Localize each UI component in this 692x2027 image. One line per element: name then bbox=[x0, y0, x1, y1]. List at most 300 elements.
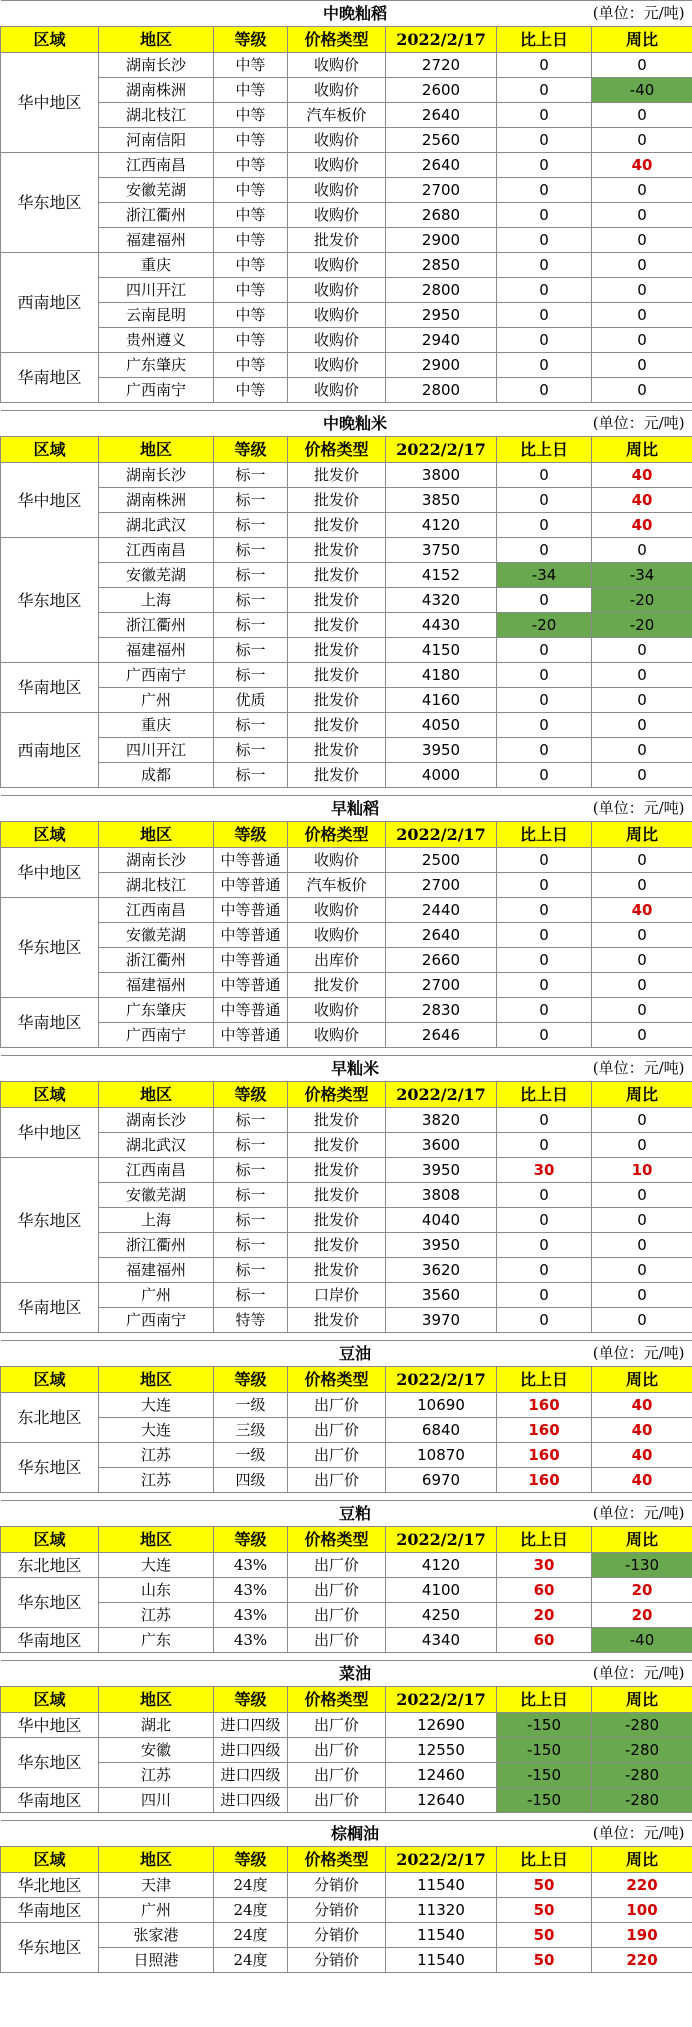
day-change-cell: 0 bbox=[497, 488, 592, 513]
week-change-cell: 0 bbox=[592, 638, 692, 663]
day-change-cell: 0 bbox=[497, 128, 592, 153]
table-row bbox=[1, 613, 692, 638]
price-type-cell: 批发价 bbox=[288, 1233, 386, 1258]
area-cell: 福建福州 bbox=[99, 973, 214, 998]
week-change-cell: 0 bbox=[592, 103, 692, 128]
week-change-cell: 0 bbox=[592, 1023, 692, 1048]
header-day-change: 比上日 bbox=[497, 27, 592, 53]
day-change-cell: 0 bbox=[497, 1108, 592, 1133]
grade-cell: 标一 bbox=[214, 1233, 288, 1258]
price-type-cell: 批发价 bbox=[288, 588, 386, 613]
price-type-cell: 收购价 bbox=[288, 923, 386, 948]
region-cell: 华东地区 bbox=[1, 1923, 99, 1973]
price-type-cell: 出厂价 bbox=[288, 1578, 386, 1603]
price-section bbox=[0, 1055, 692, 1333]
table-row bbox=[1, 253, 692, 278]
grade-cell: 24度 bbox=[214, 1873, 288, 1898]
price-cell: 4120 bbox=[386, 513, 497, 538]
grade-cell: 标一 bbox=[214, 1158, 288, 1183]
grade-cell: 一级 bbox=[214, 1393, 288, 1418]
area-cell: 广西南宁 bbox=[99, 378, 214, 403]
area-cell: 湖南株洲 bbox=[99, 78, 214, 103]
day-change-cell: 0 bbox=[497, 1183, 592, 1208]
table-row bbox=[1, 78, 692, 103]
price-section bbox=[0, 1820, 692, 1973]
day-change-cell: 0 bbox=[497, 973, 592, 998]
header-price-type: 价格类型 bbox=[288, 1367, 386, 1393]
day-change-cell: 160 bbox=[497, 1418, 592, 1443]
price-type-cell: 批发价 bbox=[288, 973, 386, 998]
area-cell: 广西南宁 bbox=[99, 1308, 214, 1333]
price-type-cell: 分销价 bbox=[288, 1948, 386, 1973]
header-date: 2022/2/17 bbox=[386, 1082, 497, 1108]
grade-cell: 标一 bbox=[214, 738, 288, 763]
table-row bbox=[1, 1133, 692, 1158]
price-type-cell: 收购价 bbox=[288, 203, 386, 228]
price-cell: 4160 bbox=[386, 688, 497, 713]
price-cell: 4320 bbox=[386, 588, 497, 613]
grade-cell: 中等 bbox=[214, 53, 288, 78]
week-change-cell: 0 bbox=[592, 738, 692, 763]
day-change-cell: 0 bbox=[497, 848, 592, 873]
price-type-cell: 收购价 bbox=[288, 303, 386, 328]
table-row bbox=[1, 463, 692, 488]
table-row bbox=[1, 1108, 692, 1133]
section-title: 中晚籼稻 bbox=[214, 1, 497, 27]
area-cell: 湖南长沙 bbox=[99, 463, 214, 488]
week-change-cell: -280 bbox=[592, 1738, 692, 1763]
week-change-cell: 0 bbox=[592, 1283, 692, 1308]
price-cell: 12640 bbox=[386, 1788, 497, 1813]
day-change-cell: 60 bbox=[497, 1578, 592, 1603]
area-cell: 广州 bbox=[99, 1898, 214, 1923]
price-cell: 3850 bbox=[386, 488, 497, 513]
price-cell: 2800 bbox=[386, 278, 497, 303]
grade-cell: 中等 bbox=[214, 378, 288, 403]
header-day-change: 比上日 bbox=[497, 1527, 592, 1553]
area-cell: 福建福州 bbox=[99, 228, 214, 253]
week-change-cell: 40 bbox=[592, 463, 692, 488]
area-cell: 福建福州 bbox=[99, 1258, 214, 1283]
grade-cell: 中等 bbox=[214, 153, 288, 178]
price-cell: 2560 bbox=[386, 128, 497, 153]
price-cell: 2700 bbox=[386, 973, 497, 998]
week-change-cell: 220 bbox=[592, 1873, 692, 1898]
unit-label: (单位：元/吨) bbox=[497, 411, 692, 437]
price-type-cell: 批发价 bbox=[288, 1158, 386, 1183]
price-type-cell: 出厂价 bbox=[288, 1393, 386, 1418]
week-change-cell: 10 bbox=[592, 1158, 692, 1183]
header-date: 2022/2/17 bbox=[386, 1367, 497, 1393]
day-change-cell: 0 bbox=[497, 538, 592, 563]
table-row bbox=[1, 713, 692, 738]
day-change-cell: 0 bbox=[497, 1133, 592, 1158]
price-type-cell: 分销价 bbox=[288, 1898, 386, 1923]
table-row bbox=[1, 1628, 692, 1653]
header-day-change: 比上日 bbox=[497, 1687, 592, 1713]
price-cell: 2720 bbox=[386, 53, 497, 78]
area-cell: 浙江衢州 bbox=[99, 203, 214, 228]
day-change-cell: 0 bbox=[497, 463, 592, 488]
price-type-cell: 批发价 bbox=[288, 1108, 386, 1133]
grade-cell: 优质 bbox=[214, 688, 288, 713]
price-cell: 11320 bbox=[386, 1898, 497, 1923]
price-cell: 3560 bbox=[386, 1283, 497, 1308]
header-day-change: 比上日 bbox=[497, 822, 592, 848]
price-cell: 4120 bbox=[386, 1553, 497, 1578]
price-type-cell: 收购价 bbox=[288, 998, 386, 1023]
day-change-cell: 0 bbox=[497, 663, 592, 688]
price-type-cell: 收购价 bbox=[288, 128, 386, 153]
grade-cell: 中等普通 bbox=[214, 923, 288, 948]
price-type-cell: 批发价 bbox=[288, 638, 386, 663]
day-change-cell: 50 bbox=[497, 1873, 592, 1898]
header-grade: 等级 bbox=[214, 1527, 288, 1553]
table-row bbox=[1, 663, 692, 688]
title-spacer bbox=[1, 1661, 214, 1687]
section-title: 豆粕 bbox=[214, 1501, 497, 1527]
table-row bbox=[1, 353, 692, 378]
section-gap bbox=[0, 1653, 692, 1660]
section-title: 豆油 bbox=[214, 1341, 497, 1367]
header-week-change: 周比 bbox=[592, 437, 692, 463]
price-type-cell: 收购价 bbox=[288, 848, 386, 873]
grade-cell: 中等 bbox=[214, 353, 288, 378]
grade-cell: 中等普通 bbox=[214, 998, 288, 1023]
grade-cell: 进口四级 bbox=[214, 1738, 288, 1763]
grade-cell: 中等普通 bbox=[214, 1023, 288, 1048]
price-cell: 2440 bbox=[386, 898, 497, 923]
section-title: 中晚籼米 bbox=[214, 411, 497, 437]
day-change-cell: 30 bbox=[497, 1158, 592, 1183]
grade-cell: 标一 bbox=[214, 638, 288, 663]
price-type-cell: 收购价 bbox=[288, 53, 386, 78]
grade-cell: 中等 bbox=[214, 328, 288, 353]
price-cell: 4050 bbox=[386, 713, 497, 738]
unit-label: (单位：元/吨) bbox=[497, 1056, 692, 1082]
price-type-cell: 出厂价 bbox=[288, 1763, 386, 1788]
price-type-cell: 汽车板价 bbox=[288, 103, 386, 128]
header-grade: 等级 bbox=[214, 1367, 288, 1393]
grade-cell: 中等 bbox=[214, 203, 288, 228]
table-row bbox=[1, 1443, 692, 1468]
price-cell: 4152 bbox=[386, 563, 497, 588]
price-type-cell: 收购价 bbox=[288, 353, 386, 378]
price-cell: 3950 bbox=[386, 738, 497, 763]
price-type-cell: 批发价 bbox=[288, 563, 386, 588]
day-change-cell: 0 bbox=[497, 53, 592, 78]
week-change-cell: 0 bbox=[592, 688, 692, 713]
region-cell: 华东地区 bbox=[1, 1158, 99, 1283]
grade-cell: 中等普通 bbox=[214, 973, 288, 998]
grade-cell: 标一 bbox=[214, 538, 288, 563]
header-week-change: 周比 bbox=[592, 1527, 692, 1553]
day-change-cell: 0 bbox=[497, 688, 592, 713]
price-type-cell: 汽车板价 bbox=[288, 873, 386, 898]
header-region: 区域 bbox=[1, 822, 99, 848]
region-cell: 华东地区 bbox=[1, 898, 99, 998]
area-cell: 重庆 bbox=[99, 713, 214, 738]
price-cell: 12550 bbox=[386, 1738, 497, 1763]
week-change-cell: 0 bbox=[592, 303, 692, 328]
title-spacer bbox=[1, 1501, 214, 1527]
table-row bbox=[1, 538, 692, 563]
day-change-cell: 0 bbox=[497, 713, 592, 738]
day-change-cell: 0 bbox=[497, 588, 592, 613]
section-title-row bbox=[1, 1056, 692, 1082]
area-cell: 浙江衢州 bbox=[99, 948, 214, 973]
price-section bbox=[0, 1500, 692, 1653]
price-type-cell: 收购价 bbox=[288, 278, 386, 303]
area-cell: 湖南长沙 bbox=[99, 1108, 214, 1133]
table-row bbox=[1, 998, 692, 1023]
unit-label: (单位：元/吨) bbox=[497, 796, 692, 822]
header-day-change: 比上日 bbox=[497, 1367, 592, 1393]
area-cell: 广州 bbox=[99, 688, 214, 713]
day-change-cell: 0 bbox=[497, 738, 592, 763]
area-cell: 云南昆明 bbox=[99, 303, 214, 328]
section-gap bbox=[0, 1333, 692, 1340]
table-row bbox=[1, 203, 692, 228]
header-grade: 等级 bbox=[214, 822, 288, 848]
grade-cell: 中等 bbox=[214, 278, 288, 303]
unit-label: (单位：元/吨) bbox=[497, 1661, 692, 1687]
area-cell: 山东 bbox=[99, 1578, 214, 1603]
header-price-type: 价格类型 bbox=[288, 1527, 386, 1553]
week-change-cell: 40 bbox=[592, 513, 692, 538]
grade-cell: 中等 bbox=[214, 103, 288, 128]
area-cell: 广东 bbox=[99, 1628, 214, 1653]
price-cell: 4430 bbox=[386, 613, 497, 638]
grade-cell: 43% bbox=[214, 1553, 288, 1578]
week-change-cell: -34 bbox=[592, 563, 692, 588]
grade-cell: 特等 bbox=[214, 1308, 288, 1333]
region-cell: 华东地区 bbox=[1, 153, 99, 253]
price-cell: 12460 bbox=[386, 1763, 497, 1788]
region-cell: 华南地区 bbox=[1, 663, 99, 713]
price-section bbox=[0, 0, 692, 403]
price-cell: 4250 bbox=[386, 1603, 497, 1628]
header-date: 2022/2/17 bbox=[386, 1527, 497, 1553]
week-change-cell: 0 bbox=[592, 973, 692, 998]
price-section bbox=[0, 1660, 692, 1813]
table-row bbox=[1, 1603, 692, 1628]
week-change-cell: 40 bbox=[592, 898, 692, 923]
week-change-cell: 0 bbox=[592, 763, 692, 788]
header-week-change: 周比 bbox=[592, 1687, 692, 1713]
section-title: 早籼稻 bbox=[214, 796, 497, 822]
week-change-cell: 0 bbox=[592, 178, 692, 203]
area-cell: 湖南长沙 bbox=[99, 848, 214, 873]
price-type-cell: 收购价 bbox=[288, 178, 386, 203]
price-table bbox=[0, 0, 692, 403]
price-type-cell: 收购价 bbox=[288, 253, 386, 278]
week-change-cell: 0 bbox=[592, 663, 692, 688]
section-title: 菜油 bbox=[214, 1661, 497, 1687]
grade-cell: 标一 bbox=[214, 1133, 288, 1158]
grade-cell: 中等 bbox=[214, 253, 288, 278]
day-change-cell: 50 bbox=[497, 1898, 592, 1923]
header-area: 地区 bbox=[99, 822, 214, 848]
table-header-row bbox=[1, 1687, 692, 1713]
region-cell: 华南地区 bbox=[1, 1628, 99, 1653]
price-cell: 2646 bbox=[386, 1023, 497, 1048]
grade-cell: 标一 bbox=[214, 1183, 288, 1208]
table-row bbox=[1, 1763, 692, 1788]
region-cell: 华东地区 bbox=[1, 1443, 99, 1493]
week-change-cell: 0 bbox=[592, 278, 692, 303]
header-area: 地区 bbox=[99, 1367, 214, 1393]
region-cell: 西南地区 bbox=[1, 253, 99, 353]
section-gap bbox=[0, 1813, 692, 1820]
week-change-cell: 0 bbox=[592, 378, 692, 403]
price-type-cell: 批发价 bbox=[288, 1308, 386, 1333]
area-cell: 四川开江 bbox=[99, 278, 214, 303]
unit-label: (单位：元/吨) bbox=[497, 1, 692, 27]
price-cell: 2850 bbox=[386, 253, 497, 278]
price-cell: 2900 bbox=[386, 353, 497, 378]
table-row bbox=[1, 1308, 692, 1333]
week-change-cell: 20 bbox=[592, 1603, 692, 1628]
week-change-cell: 0 bbox=[592, 873, 692, 898]
price-cell: 2940 bbox=[386, 328, 497, 353]
grade-cell: 标一 bbox=[214, 1208, 288, 1233]
table-row bbox=[1, 303, 692, 328]
area-cell: 四川 bbox=[99, 1788, 214, 1813]
price-cell: 2950 bbox=[386, 303, 497, 328]
section-title-row bbox=[1, 1, 692, 27]
table-row bbox=[1, 563, 692, 588]
grade-cell: 24度 bbox=[214, 1898, 288, 1923]
header-region: 区域 bbox=[1, 437, 99, 463]
week-change-cell: 100 bbox=[592, 1898, 692, 1923]
area-cell: 湖南株洲 bbox=[99, 488, 214, 513]
area-cell: 江西南昌 bbox=[99, 538, 214, 563]
week-change-cell: 0 bbox=[592, 1133, 692, 1158]
section-gap bbox=[0, 1493, 692, 1500]
price-type-cell: 出库价 bbox=[288, 948, 386, 973]
area-cell: 湖北武汉 bbox=[99, 1133, 214, 1158]
price-cell: 6970 bbox=[386, 1468, 497, 1493]
grade-cell: 中等普通 bbox=[214, 873, 288, 898]
week-change-cell: 0 bbox=[592, 948, 692, 973]
region-cell: 华中地区 bbox=[1, 848, 99, 898]
table-row bbox=[1, 278, 692, 303]
table-row bbox=[1, 1283, 692, 1308]
table-header-row bbox=[1, 1847, 692, 1873]
table-row bbox=[1, 898, 692, 923]
header-area: 地区 bbox=[99, 437, 214, 463]
area-cell: 湖北武汉 bbox=[99, 513, 214, 538]
table-row bbox=[1, 1553, 692, 1578]
day-change-cell: 0 bbox=[497, 1308, 592, 1333]
day-change-cell: 0 bbox=[497, 898, 592, 923]
region-cell: 华东地区 bbox=[1, 1738, 99, 1788]
title-spacer bbox=[1, 796, 214, 822]
week-change-cell: 0 bbox=[592, 203, 692, 228]
price-section bbox=[0, 1340, 692, 1493]
price-cell: 4040 bbox=[386, 1208, 497, 1233]
table-row bbox=[1, 1158, 692, 1183]
grade-cell: 标一 bbox=[214, 513, 288, 538]
area-cell: 江西南昌 bbox=[99, 898, 214, 923]
week-change-cell: 190 bbox=[592, 1923, 692, 1948]
week-change-cell: 0 bbox=[592, 848, 692, 873]
area-cell: 安徽 bbox=[99, 1738, 214, 1763]
day-change-cell: 160 bbox=[497, 1468, 592, 1493]
grade-cell: 标一 bbox=[214, 763, 288, 788]
price-type-cell: 收购价 bbox=[288, 153, 386, 178]
price-type-cell: 批发价 bbox=[288, 1258, 386, 1283]
table-row bbox=[1, 1923, 692, 1948]
day-change-cell: -150 bbox=[497, 1738, 592, 1763]
area-cell: 广东肇庆 bbox=[99, 998, 214, 1023]
header-area: 地区 bbox=[99, 1847, 214, 1873]
area-cell: 河南信阳 bbox=[99, 128, 214, 153]
table-row bbox=[1, 1788, 692, 1813]
price-type-cell: 批发价 bbox=[288, 688, 386, 713]
area-cell: 贵州遵义 bbox=[99, 328, 214, 353]
week-change-cell: 220 bbox=[592, 1948, 692, 1973]
header-week-change: 周比 bbox=[592, 27, 692, 53]
region-cell: 东北地区 bbox=[1, 1553, 99, 1578]
area-cell: 江苏 bbox=[99, 1468, 214, 1493]
area-cell: 上海 bbox=[99, 1208, 214, 1233]
price-type-cell: 批发价 bbox=[288, 738, 386, 763]
price-table bbox=[0, 1660, 692, 1813]
header-day-change: 比上日 bbox=[497, 1082, 592, 1108]
area-cell: 重庆 bbox=[99, 253, 214, 278]
grade-cell: 三级 bbox=[214, 1418, 288, 1443]
region-cell: 华南地区 bbox=[1, 1788, 99, 1813]
header-week-change: 周比 bbox=[592, 1082, 692, 1108]
price-type-cell: 批发价 bbox=[288, 663, 386, 688]
table-row bbox=[1, 1418, 692, 1443]
grade-cell: 43% bbox=[214, 1578, 288, 1603]
grade-cell: 标一 bbox=[214, 463, 288, 488]
section-title: 早籼米 bbox=[214, 1056, 497, 1082]
region-cell: 华东地区 bbox=[1, 1578, 99, 1628]
price-cell: 6840 bbox=[386, 1418, 497, 1443]
grade-cell: 标一 bbox=[214, 563, 288, 588]
region-cell: 华南地区 bbox=[1, 998, 99, 1048]
area-cell: 大连 bbox=[99, 1553, 214, 1578]
day-change-cell: -34 bbox=[497, 563, 592, 588]
price-type-cell: 出厂价 bbox=[288, 1713, 386, 1738]
day-change-cell: 0 bbox=[497, 1258, 592, 1283]
price-cell: 2600 bbox=[386, 78, 497, 103]
week-change-cell: -280 bbox=[592, 1788, 692, 1813]
area-cell: 成都 bbox=[99, 763, 214, 788]
price-cell: 11540 bbox=[386, 1948, 497, 1973]
price-cell: 3750 bbox=[386, 538, 497, 563]
area-cell: 安徽芜湖 bbox=[99, 1183, 214, 1208]
price-type-cell: 分销价 bbox=[288, 1873, 386, 1898]
day-change-cell: 0 bbox=[497, 303, 592, 328]
day-change-cell: 0 bbox=[497, 923, 592, 948]
grade-cell: 标一 bbox=[214, 1283, 288, 1308]
week-change-cell: -20 bbox=[592, 613, 692, 638]
price-cell: 3620 bbox=[386, 1258, 497, 1283]
week-change-cell: 0 bbox=[592, 128, 692, 153]
table-row bbox=[1, 588, 692, 613]
price-type-cell: 批发价 bbox=[288, 228, 386, 253]
table-header-row bbox=[1, 1082, 692, 1108]
week-change-cell: -20 bbox=[592, 588, 692, 613]
title-spacer bbox=[1, 1341, 214, 1367]
header-date: 2022/2/17 bbox=[386, 437, 497, 463]
day-change-cell: -150 bbox=[497, 1788, 592, 1813]
